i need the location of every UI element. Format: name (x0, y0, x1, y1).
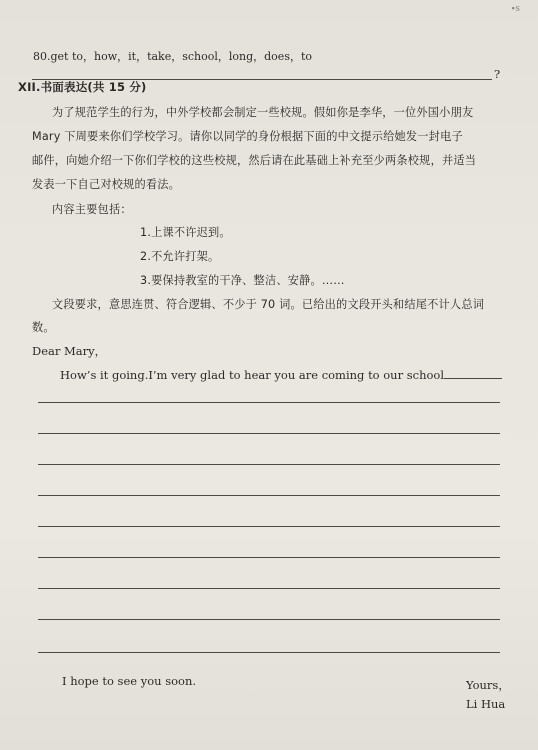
writing-line-9[interactable] (38, 652, 500, 653)
prompt-line-2: Mary 下周要来你们学校学习。请你以同学的身份根据下面的中文提示给她发一封电子 (32, 130, 463, 143)
question-80-end-mark: ? (494, 67, 501, 81)
requirements-line-2: 数。 (32, 321, 55, 334)
requirements-line-1: 文段要求，意思连贯、符合逻辑、不少于 70 词。已给出的文段开头和结尾不计人总词 (52, 298, 485, 311)
letter-signature: Li Hua (466, 697, 506, 711)
letter-greeting: Dear Mary， (32, 344, 107, 358)
letter-signoff: Yours， (466, 678, 510, 692)
writing-line-2[interactable] (38, 433, 500, 434)
letter-opening: How’s it going.I’m very glad to hear you are coming to our school (60, 367, 502, 382)
writing-line-3[interactable] (38, 464, 500, 465)
prompt-line-3: 邮件，向她介绍一下你们学校的这些校规，然后请在此基础上补充至少两条校规，并适当 (32, 154, 477, 167)
writing-line-1[interactable] (38, 402, 500, 403)
question-80-text: 80.get to，how，it，take，school，long，does，to (33, 50, 313, 63)
prompt-line-4: 发表一下自己对校规的看法。 (32, 178, 181, 191)
point-1: 1.上课不许迟到。 (140, 226, 231, 239)
page-corner-mark: ∙s (510, 4, 520, 14)
section-title: XII.书面表达(共 15 分) (18, 80, 147, 94)
letter-closing: I hope to see you soon. (62, 674, 197, 688)
points-heading: 内容主要包括： (52, 203, 132, 216)
opening-blank[interactable] (444, 367, 502, 379)
writing-line-5[interactable] (38, 526, 500, 527)
point-3: 3.要保持教室的干净、整洁、安静。…… (140, 274, 345, 287)
writing-line-4[interactable] (38, 495, 500, 496)
writing-line-7[interactable] (38, 588, 500, 589)
writing-line-6[interactable] (38, 557, 500, 558)
prompt-line-1: 为了规范学生的行为，中外学校都会制定一些校规。假如你是李华，一位外国小朋友 (52, 106, 474, 119)
point-2: 2.不允许打架。 (140, 250, 220, 263)
writing-line-8[interactable] (38, 619, 500, 620)
